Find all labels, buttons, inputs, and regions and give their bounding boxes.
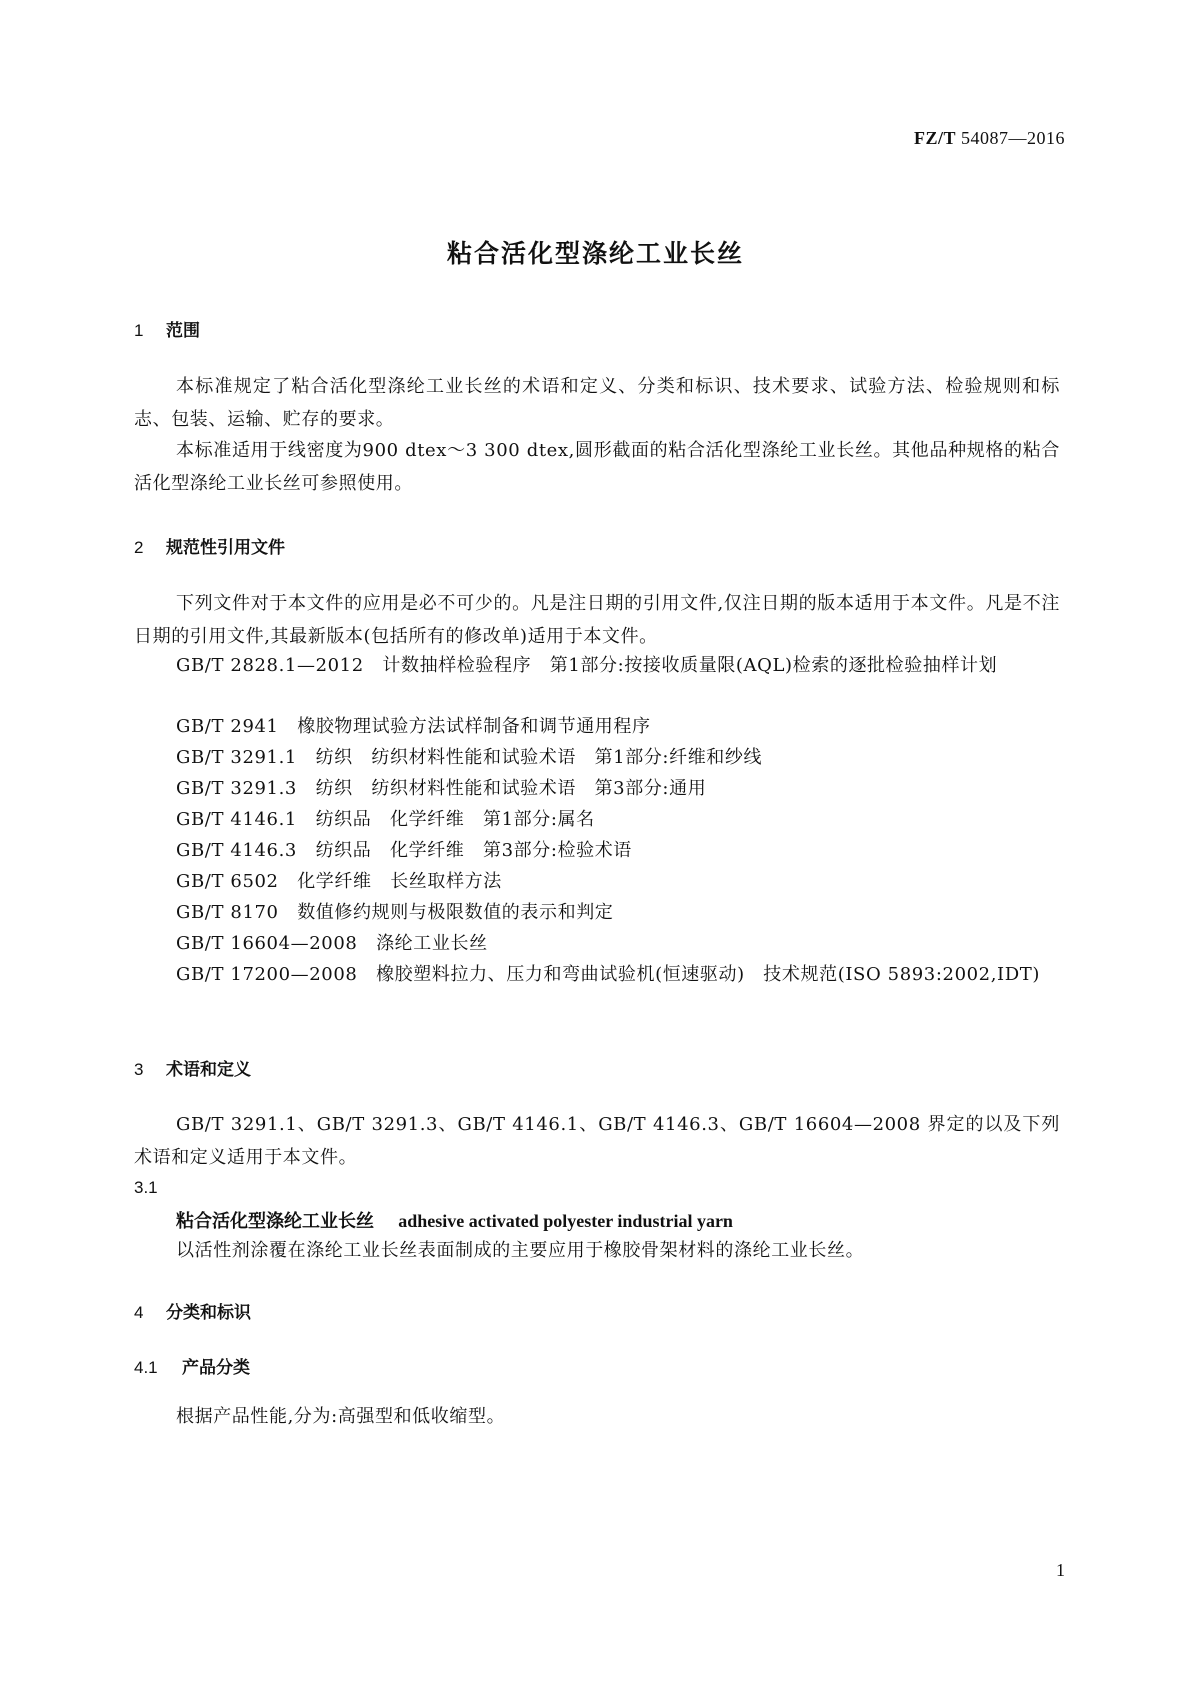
reference-item: GB/T 3291.3 纺织 纺织材料性能和试验术语 第3部分:通用 [176, 778, 707, 799]
reference-item: GB/T 2828.1—2012 计数抽样检验程序 第1部分:按接收质量限(AQL)检索的逐批检验抽样计划 [176, 655, 998, 676]
term-name-en: adhesive activated polyester industrial yarn [398, 1211, 733, 1231]
section-4-heading [134, 1298, 251, 1323]
page-number: 1 [1056, 1560, 1065, 1580]
standard-number [914, 128, 1065, 149]
section-number: 1 [134, 321, 144, 340]
reference-item: GB/T 2941 橡胶物理试验方法试样制备和调节通用程序 [176, 716, 651, 737]
reference-item: GB/T 8170 数值修约规则与极限数值的表示和判定 [176, 902, 614, 923]
section-title: 规范性引用文件 [166, 538, 285, 558]
reference-item: GB/T 4146.1 纺织品 化学纤维 第1部分:属名 [176, 809, 595, 830]
section-number: 4 [134, 1303, 144, 1322]
classification-paragraph: 根据产品性能,分为:高强型和低收缩型。 [176, 1406, 506, 1427]
section-title: 范围 [166, 321, 200, 341]
section-title: 分类和标识 [166, 1303, 251, 1323]
subsection-number: 4.1 [134, 1358, 158, 1377]
section-title: 术语和定义 [166, 1060, 251, 1080]
reference-item: GB/T 3291.1 纺织 纺织材料性能和试验术语 第1部分:纤维和纱线 [176, 747, 763, 768]
normative-references-intro: 下列文件对于本文件的应用是必不可少的。凡是注日期的引用文件,仅注日期的版本适用于本文件。凡是不注日期的引用文件,其最新版本(包括所有的修改单)适用于本文件。 [134, 593, 1060, 647]
section-number: 3 [134, 1060, 144, 1079]
section-number: 2 [134, 538, 144, 557]
section-1-heading [134, 316, 200, 341]
subsection-title: 产品分类 [182, 1358, 250, 1378]
reference-item: GB/T 4146.3 纺织品 化学纤维 第3部分:检验术语 [176, 840, 632, 861]
section-3-heading [134, 1055, 251, 1080]
scope-paragraph-2: 本标准适用于线密度为900 dtex～3 300 dtex,圆形截面的粘合活化型涤纶工业长丝。其他品种规格的粘合活化型涤纶工业长丝可参照使用。 [134, 440, 1060, 494]
term-name [176, 1207, 733, 1233]
standard-prefix: FZ/T [913, 128, 956, 148]
term-number: 3.1 [134, 1178, 158, 1197]
reference-item: GB/T 17200—2008 橡胶塑料拉力、压力和弯曲试验机(恒速驱动) 技术规范(ISO 5893:2002,IDT) [176, 964, 1041, 985]
term-name-cn: 粘合活化型涤纶工业长丝 [176, 1211, 374, 1232]
reference-item: GB/T 6502 化学纤维 长丝取样方法 [176, 871, 502, 892]
scope-paragraph-1: 本标准规定了粘合活化型涤纶工业长丝的术语和定义、分类和标识、技术要求、试验方法、检验规则和标志、包装、运输、贮存的要求。 [134, 376, 1060, 430]
terms-intro: GB/T 3291.1、GB/T 3291.3、GB/T 4146.1、GB/T 4146.3、GB/T 16604—2008 界定的以及下列术语和定义适用于本文件。 [134, 1114, 1060, 1168]
reference-item: GB/T 16604—2008 涤纶工业长丝 [176, 933, 488, 954]
standard-code: 54087—2016 [961, 128, 1065, 148]
term-definition: 以活性剂涂覆在涤纶工业长丝表面制成的主要应用于橡胶骨架材料的涤纶工业长丝。 [176, 1240, 865, 1261]
document-title: 粘合活化型涤纶工业长丝 [446, 239, 744, 268]
section-2-heading [134, 533, 285, 558]
subsection-4-1-heading [134, 1353, 250, 1378]
